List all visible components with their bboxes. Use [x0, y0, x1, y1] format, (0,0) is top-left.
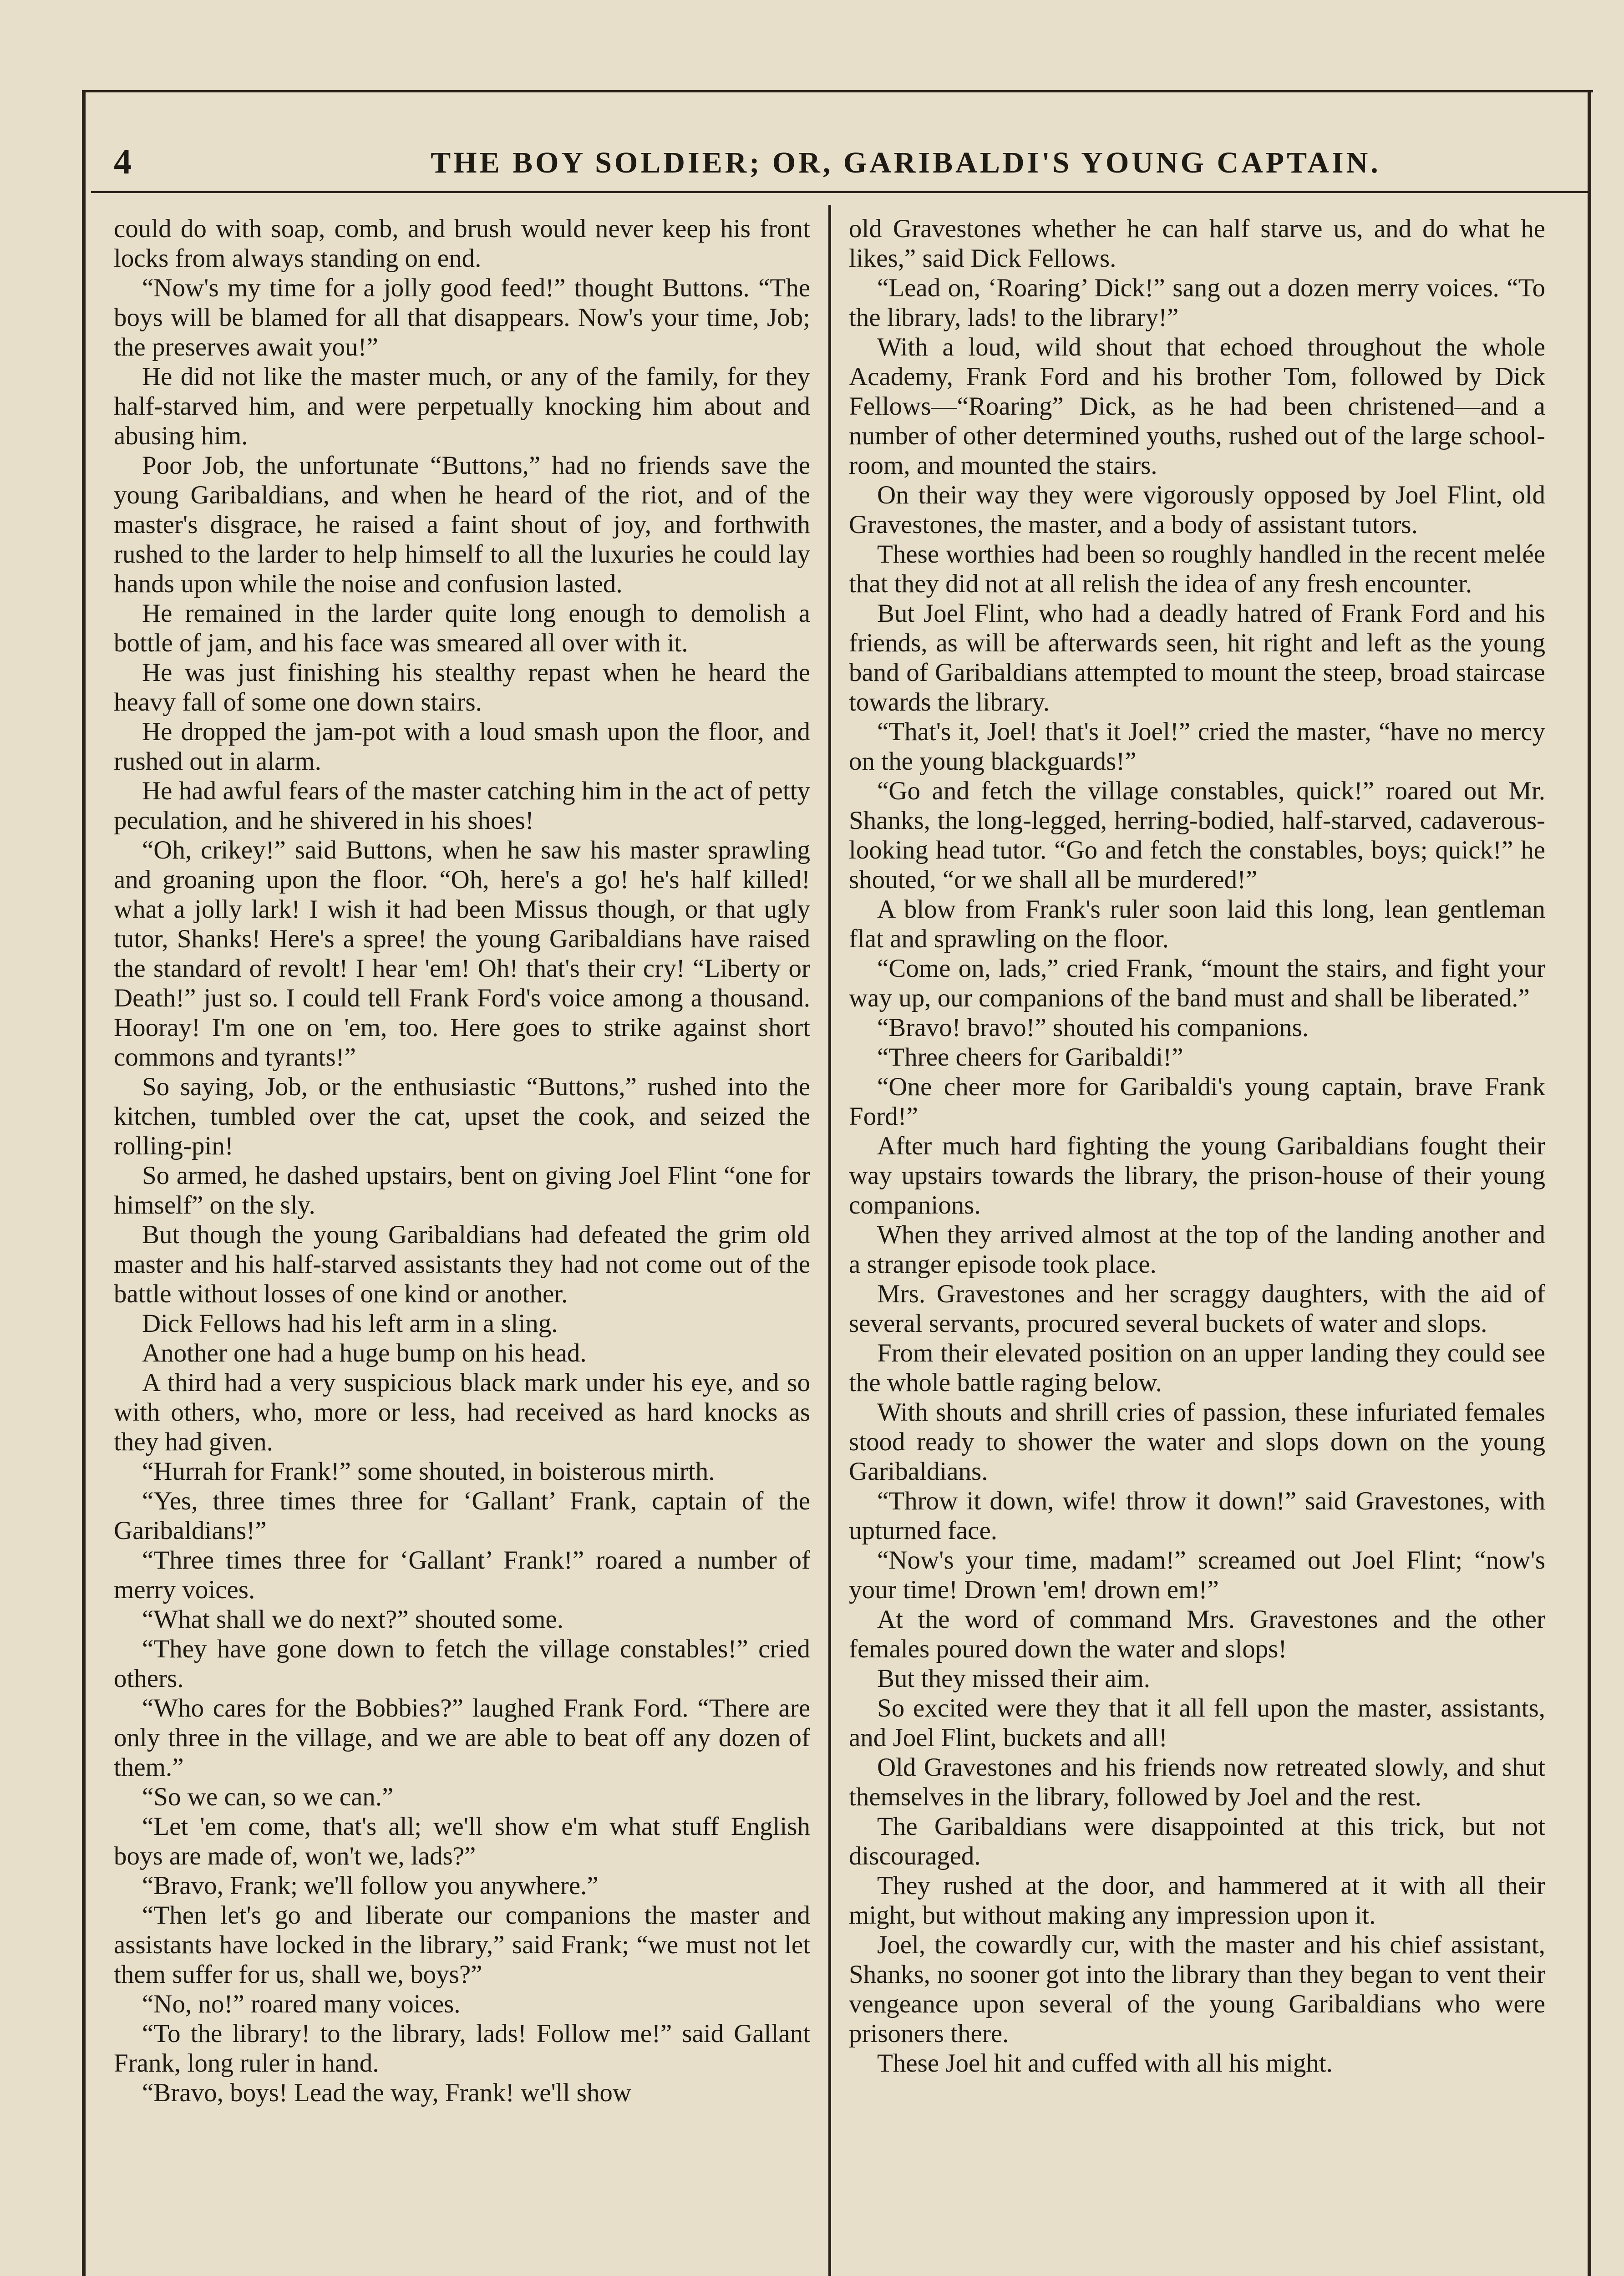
paragraph: “One cheer more for Garibaldi's young captain, brave Frank Ford!” — [849, 1072, 1545, 1131]
paragraph: “Lead on, ‘Roaring’ Dick!” sang out a dozen merry voices. “To the library, lads! to the library!” — [849, 274, 1545, 332]
paragraph: These Joel hit and cuffed with all his might. — [877, 2049, 1333, 2078]
running-title: THE BOY SOLDIER; OR, GARIBALDI'S YOUNG CAPTAIN. — [431, 146, 1381, 179]
paragraph: So saying, Job, or the enthusiastic “Buttons,” rushed into the kitchen, tumbled over the cat, upset the cook, and seized the rolling-pin! — [114, 1072, 810, 1160]
paragraph: “That's it, Joel! that's it Joel!” cried the master, “have no mercy on the young blackguards!” — [849, 717, 1545, 776]
paragraph: “Hurrah for Frank!” some shouted, in boisterous mirth. — [142, 1457, 715, 1486]
paragraph: When they arrived almost at the top of the landing another and a stranger episode took place. — [849, 1220, 1545, 1279]
paragraph: He had awful fears of the master catching him in the act of petty peculation, and he shivered in his shoes! — [114, 777, 810, 835]
paragraph: He was just finishing his stealthy repast when he heard the heavy fall of some one down stairs. — [114, 658, 810, 716]
paragraph: could do with soap, comb, and brush would never keep his front locks from always standing on end. — [114, 214, 810, 273]
paragraph: “Throw it down, wife! throw it down!” said Gravestones, with upturned face. — [849, 1487, 1545, 1545]
paragraph: Dick Fellows had his left arm in a sling. — [142, 1309, 558, 1338]
paragraph: Another one had a huge bump on his head. — [142, 1339, 587, 1367]
paragraph: “Who cares for the Bobbies?” laughed Frank Ford. “There are only three in the village, and we are able to beat off any dozen of them.” — [114, 1694, 810, 1782]
paragraph: “Oh, crikey!” said Buttons, when he saw his master sprawling and groaning upon the floor. “Oh, here's a go! he's half killed! what a jolly lark! I wish it had been Missus though, or that ugly tutor, Shanks! Here's a spree! the young Garibaldians have raised the standard of revolt! I hear 'em! Oh! that's their cry! “Liberty or Death!” just so. I could tell Frank Ford's voice among a thousand. Hooray! I'm one on 'em, too. Here goes to strike against short commons and tyrants!” — [114, 836, 810, 1072]
page-header — [109, 137, 1552, 187]
paragraph: These worthies had been so roughly handled in the recent melée that they did not at all relish the idea of any fresh encounter. — [849, 540, 1545, 598]
paragraph: Joel, the cowardly cur, with the master and his chief assistant, Shanks, no sooner got into the library than they began to vent their vengeance upon several of the young Garibaldians who were prisoners there. — [849, 1931, 1545, 2048]
paragraph: “Bravo, Frank; we'll follow you anywhere.” — [142, 1871, 599, 1900]
paragraph: Mrs. Gravestones and her scraggy daughters, with the aid of several servants, procured several buckets of water and slops. — [849, 1280, 1545, 1338]
paragraph: He did not like the master much, or any of the family, for they half-starved him, and were perpetually knocking him about and abusing him. — [114, 362, 810, 450]
paragraph: With shouts and shrill cries of passion, these infuriated females stood ready to shower the water and slops down on the young Garibaldians. — [849, 1398, 1545, 1486]
paragraph: At the word of command Mrs. Gravestones and the other females poured down the water and slops! — [849, 1605, 1545, 1663]
paragraph: From their elevated position on an upper landing they could see the whole battle raging below. — [849, 1339, 1545, 1397]
paragraph: With a loud, wild shout that echoed throughout the whole Academy, Frank Ford and his brother Tom, followed by Dick Fellows—“Roaring” Dick, as he had been christened—and a number of other determined youths, rushed out of the large school-room, and mounted the stairs. — [849, 333, 1545, 480]
paragraph: “Now's my time for a jolly good feed!” thought Buttons. “The boys will be blamed for all that disappears. Now's your time, Job; the preserves await you!” — [114, 274, 810, 361]
right-column — [849, 214, 1545, 2078]
paragraph: “Three cheers for Garibaldi!” — [877, 1043, 1183, 1072]
paragraph: On their way they were vigorously opposed by Joel Flint, old Gravestones, the master, and a body of assistant tutors. — [849, 481, 1545, 539]
paragraph: A third had a very suspicious black mark under his eye, and so with others, who, more or less, had received as hard knocks as they had given. — [114, 1368, 810, 1456]
paragraph: “They have gone down to fetch the village constables!” cried others. — [114, 1635, 810, 1693]
paragraph: “Yes, three times three for ‘Gallant’ Frank, captain of the Garibaldians!” — [114, 1487, 810, 1545]
paragraph: “Let 'em come, that's all; we'll show e'm what stuff English boys are made of, won't we, lads?” — [114, 1812, 810, 1870]
page-number: 4 — [114, 142, 132, 181]
paragraph: The Garibaldians were disappointed at this trick, but not discouraged. — [849, 1812, 1545, 1870]
paragraph: They rushed at the door, and hammered at it with all their might, but without making any impression upon it. — [849, 1871, 1545, 1930]
paragraph: After much hard fighting the young Garibaldians fought their way upstairs towards the library, the prison-house of their young companions. — [849, 1132, 1545, 1219]
paragraph: But Joel Flint, who had a deadly hatred of Frank Ford and his friends, as will be afterwards seen, hit right and left as the young band of Garibaldians attempted to mount the steep, broad staircase towards the library. — [849, 599, 1545, 716]
paragraph: “No, no!” roared many voices. — [142, 1990, 461, 2018]
column-divider — [828, 205, 831, 2276]
left-column — [114, 214, 810, 2108]
paragraph: “Now's your time, madam!” screamed out Joel Flint; “now's your time! Drown 'em! drown em!” — [849, 1546, 1545, 1604]
paragraph: “So we can, so we can.” — [142, 1783, 394, 1811]
paragraph: “Bravo, boys! Lead the way, Frank! we'll show — [142, 2078, 632, 2107]
paragraph: “To the library! to the library, lads! Follow me!” said Gallant Frank, long ruler in hand. — [114, 2019, 810, 2078]
paragraph: “Go and fetch the village constables, quick!” roared out Mr. Shanks, the long-legged, herring-bodied, half-starved, cadaverous-looking head tutor. “Go and fetch the constables, boys; quick!” he shouted, “or we shall all be murdered!” — [849, 777, 1545, 894]
paragraph: He remained in the larder quite long enough to demolish a bottle of jam, and his face was smeared all over with it. — [114, 599, 810, 657]
paragraph: Poor Job, the unfortunate “Buttons,” had no friends save the young Garibaldians, and when he heard of the riot, and of the master's disgrace, he raised a faint shout of joy, and forthwith rushed to the larder to help himself to all the luxuries he could lay hands upon while the noise and confusion lasted. — [114, 451, 810, 598]
paragraph: “Then let's go and liberate our companions the master and assistants have locked in the library,” said Frank; “we must not let them suffer for us, shall we, boys?” — [114, 1901, 810, 1989]
paragraph: A blow from Frank's ruler soon laid this long, lean gentleman flat and sprawling on the floor. — [849, 895, 1545, 953]
paragraph: So armed, he dashed upstairs, bent on giving Joel Flint “one for himself” on the sly. — [114, 1161, 810, 1219]
paragraph: Old Gravestones and his friends now retreated slowly, and shut themselves in the library, followed by Joel and the rest. — [849, 1753, 1545, 1811]
paragraph: So excited were they that it all fell upon the master, assistants, and Joel Flint, buckets and all! — [849, 1694, 1545, 1752]
paragraph: But they missed their aim. — [877, 1664, 1151, 1693]
paragraph: old Gravestones whether he can half starve us, and do what he likes,” said Dick Fellows. — [849, 214, 1545, 273]
paragraph: He dropped the jam-pot with a loud smash upon the floor, and rushed out in alarm. — [114, 717, 810, 776]
paragraph: “Three times three for ‘Gallant’ Frank!” roared a number of merry voices. — [114, 1546, 810, 1604]
paragraph: “Bravo! bravo!” shouted his companions. — [877, 1013, 1309, 1042]
paragraph: “Come on, lads,” cried Frank, “mount the stairs, and fight your way up, our companions of the band must and shall be liberated.” — [849, 954, 1545, 1012]
paragraph: “What shall we do next?” shouted some. — [142, 1605, 563, 1634]
paragraph: But though the young Garibaldians had defeated the grim old master and his half-starved assistants they had not come out of the battle without losses of one kind or another. — [114, 1220, 810, 1308]
header-rule — [91, 191, 1588, 193]
